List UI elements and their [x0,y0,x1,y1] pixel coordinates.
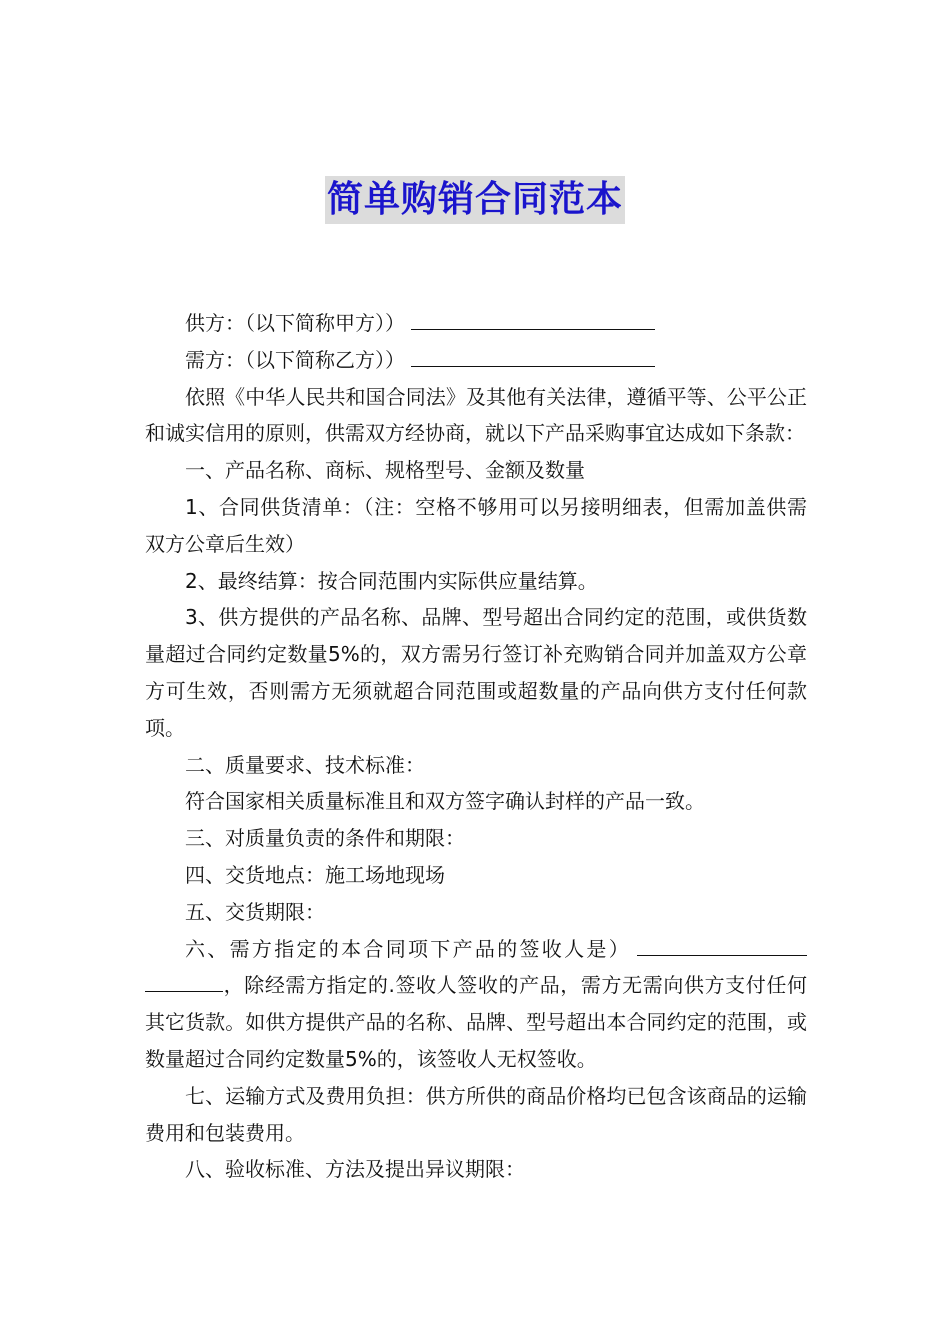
section-1-heading: 一、产品名称、商标、规格型号、金额及数量 [185,458,585,483]
supplier-label: 供方：（以下简称甲方）） [185,311,405,335]
buyer-line [145,342,807,379]
supplier-blank [411,305,655,330]
buyer-blank [411,342,655,367]
document-body [145,305,807,1188]
section-6-rest: ，除经需方指定的.签收人签收的产品，需方无需向供方支付任何其它货款。如供方提供产品的名称、品牌、型号超出本合同约定的范围，或数量超过合同约定数量5%的，该签收人无权签收。 [145,973,807,1071]
section-2-text: 符合国家相关质量标准且和双方签字确认封样的产品一致。 [185,789,705,814]
supplier-line [145,305,807,342]
section-6-prefix: 六、需方指定的本合同项下产品的签收人是） [185,936,631,961]
title-text: 简单购销合同范本 [325,176,625,224]
intro-paragraph: 依照《中华人民共和国合同法》及其他有关法律，遵循平等、公平公正和诚实信用的原则，供需双方经协商，就以下产品采购事宜达成如下条款： [145,384,807,446]
signer-blank-continued [145,967,223,992]
section-7-paragraph: 七、运输方式及费用负担：供方所供的商品价格均已包含该商品的运输费用和包装费用。 [145,1083,807,1145]
section-8-heading: 八、验收标准、方法及提出异议期限： [185,1157,525,1182]
section-1-item-1: 1、合同供货清单：（注：空格不够用可以另接明细表，但需加盖供需双方公章后生效） [145,494,807,556]
section-1-item-2: 2、最终结算：按合同范围内实际供应量结算。 [185,568,598,593]
signer-blank [637,931,807,956]
section-5-heading: 五、交货期限： [185,899,325,924]
buyer-label: 需方：（以下简称乙方）） [185,347,405,372]
document-title [0,176,950,224]
section-6-paragraph [145,931,807,1078]
section-3-heading: 三、对质量负责的条件和期限： [185,826,465,851]
section-2-heading: 二、质量要求、技术标准： [185,752,425,777]
section-4-heading: 四、交货地点：施工场地现场 [185,862,445,887]
section-1-item-3: 3、供方提供的产品名称、品牌、型号超出合同约定的范围，或供货数量超过合同约定数量5%的，双方需另行签订补充购销合同并加盖双方公章方可生效，否则需方无须就超合同范围或超数量的产品向供方支付任何款项。 [145,605,807,740]
